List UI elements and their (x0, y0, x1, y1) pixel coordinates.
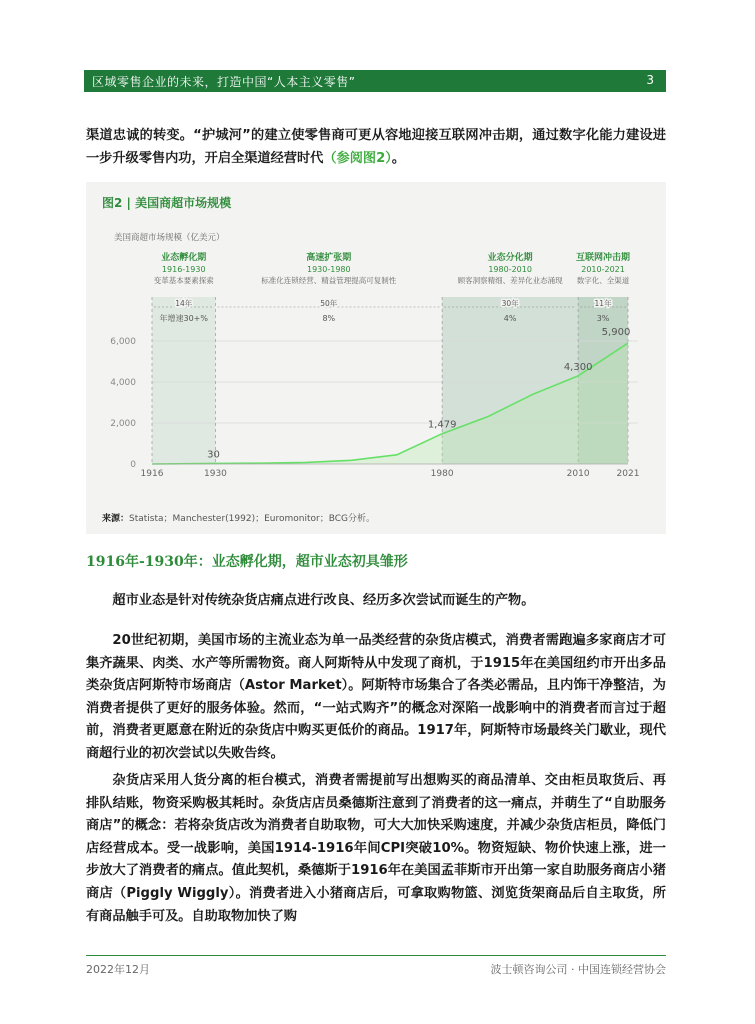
period-range: 1916-1930 (161, 265, 206, 274)
period-duration: 50年 (320, 299, 338, 308)
data-label: 5,900 (601, 327, 631, 339)
period-name: 业态孵化期 (161, 253, 207, 263)
body-paragraph-3: 杂货店采用人货分离的柜台模式，消费者需提前写出想购买的商品清单、交由柜员取货后、再排队结账，物资采购极其耗时。杂货店店员桑德斯注意到了消费者的这一痛点，并萌生了“自助服务商店”的概念：若将杂货店改为消费者自助取物，可大大加快采购速度，并减少杂货店柜员，降低门店经营成本。受一战影响，美国1914-1916年间CPI突破10%。物资短缺、物价快速上涨，进一步放大了消费者的痛点。值此契机，桑德斯于1916年在美国孟菲斯市开出第一家自助服务商店小猪商店（Piggly Wiggly）。消费者进入小猪商店后，可拿取购物篮、浏览货架商品后自主取货，所有商品触手可及。自助取物加快了购 (86, 773, 666, 924)
period-duration: 11年 (594, 299, 612, 308)
data-label: 4,300 (563, 361, 593, 373)
x-tick-label: 1980 (430, 469, 454, 479)
y-tick-label: 6,000 (110, 337, 136, 347)
figure-title: 图2 | 美国商超市场规模 (102, 196, 232, 210)
data-label: 1,479 (427, 419, 457, 431)
period-duration: 30年 (501, 299, 519, 308)
period-description: 标准化连锁经营、精益管理提高可复制性 (261, 276, 397, 285)
source-text: Statista；Manchester(1992)；Euromonitor；BCG分析。 (129, 514, 375, 524)
period-description: 变革基本要素探索 (153, 276, 214, 285)
x-tick-label: 1916 (140, 469, 164, 479)
period-growth: 4% (503, 314, 517, 323)
header-title: 区域零售企业的未来，打造中国“人本主义零售” (92, 75, 356, 89)
page-number: 3 (646, 73, 654, 87)
y-tick-label: 2,000 (110, 419, 136, 429)
period-description: 数字化、全渠道 (576, 276, 630, 285)
period-name: 互联网冲击期 (576, 253, 631, 263)
period-name: 业态分化期 (487, 253, 533, 263)
footer-org: 波士顿咨询公司 · 中国连锁经营协会 (490, 963, 666, 976)
y-axis-label: 美国商超市场规模（亿美元） (114, 233, 225, 243)
data-label: 30 (207, 449, 220, 461)
header-bar (84, 70, 666, 92)
y-tick-label: 4,000 (110, 378, 136, 388)
intro-paragraph (86, 125, 666, 170)
x-tick-label: 2021 (616, 469, 640, 479)
intro-text: 渠道忠诚的转变。“护城河”的建立使零售商可更从容地迎接互联网冲击期，通过数字化能力建设进一步升级零售内功，开启全渠道经营时代 (86, 128, 666, 166)
figure-source (102, 511, 375, 524)
x-tick-label: 1930 (204, 469, 227, 479)
period-duration: 14年 (175, 299, 193, 308)
market-size-chart (86, 202, 666, 512)
intro-text-end: 。 (391, 150, 406, 166)
figure-box (86, 182, 666, 534)
period-name: 高速扩张期 (306, 253, 352, 263)
source-label: 来源： (102, 514, 130, 524)
x-tick-label: 2010 (566, 469, 590, 479)
footer-date: 2022年12月 (86, 963, 150, 976)
period-growth: 3% (596, 314, 610, 323)
period-range: 1980-2010 (488, 265, 532, 274)
y-tick-label: 0 (130, 460, 136, 470)
body-paragraph-2: 20世纪初期，美国市场的主流业态为单一品类经营的杂货店模式，消费者需跑遍多家商店才可集齐蔬果、肉类、水产等所需物资。商人阿斯特从中发现了商机，于1915年在美国纽约市开出多品类杂货店阿斯特市场商店（Astor Market）。阿斯特市场集合了各类必需品，且内饰干净整洁，为消费者提供了更好的服务体验。然而，“一站式购齐”的概念对深陷一战影响中的消费者而言过于超前，消费者更愿意在附近的杂货店中购买更低价的商品。1917年，阿斯特市场最终关门歇业，现代商超行业的初次尝试以失败告终。 (86, 633, 666, 761)
period-growth: 年增速30+% (159, 314, 208, 323)
section-heading: 1916年-1930年：业态孵化期，超市业态初具雏形 (86, 554, 408, 570)
body-paragraph-1: 超市业态是针对传统杂货店痛点进行改良、经历多次尝试而诞生的产物。 (112, 593, 535, 608)
period-range: 2010-2021 (581, 265, 625, 274)
period-growth: 8% (322, 314, 336, 323)
period-description: 顾客洞察精细、差异化业态涌现 (457, 276, 563, 285)
period-range: 1930-1980 (306, 265, 351, 274)
footer-rule (86, 955, 666, 956)
figure-reference-link[interactable]: （参阅图2） (323, 150, 392, 166)
